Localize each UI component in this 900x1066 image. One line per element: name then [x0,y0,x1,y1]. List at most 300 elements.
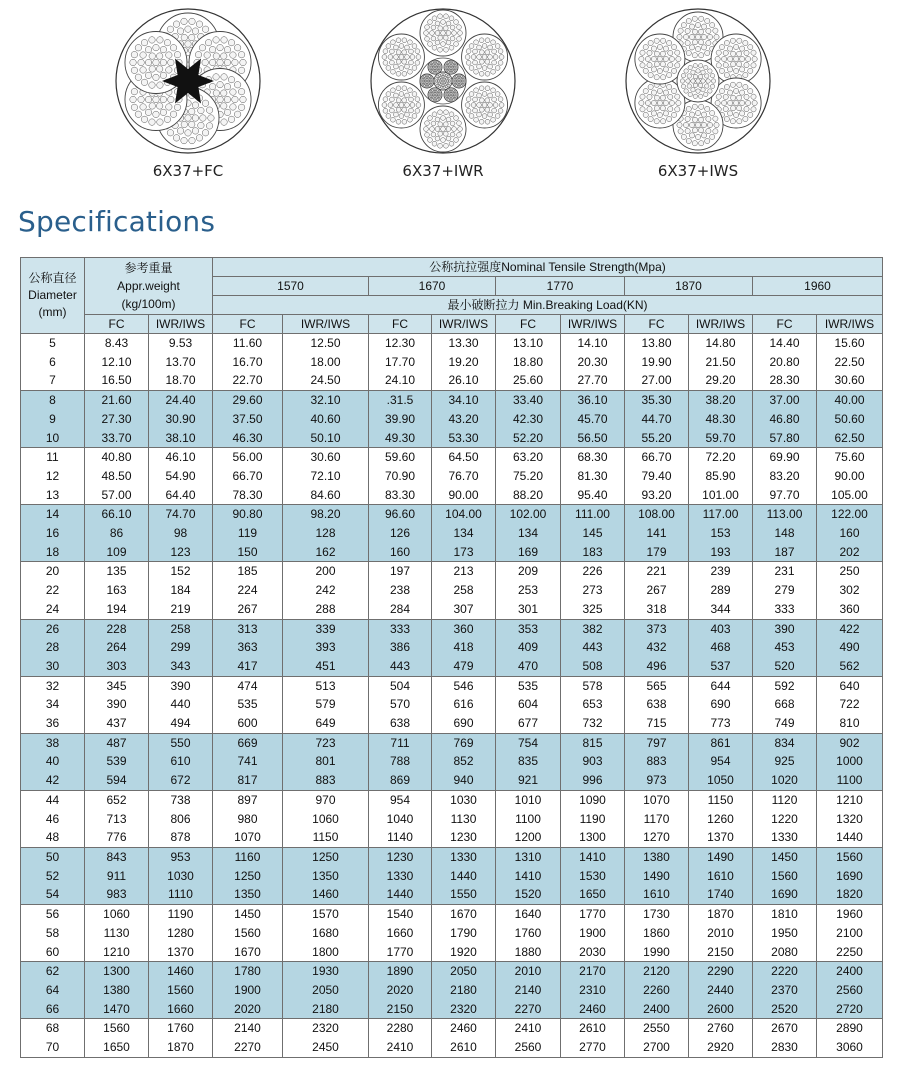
table-cell: 2890 [817,1019,883,1038]
table-cell: 2290 [689,962,753,981]
table-cell: 453 [753,638,817,657]
table-row [21,410,883,429]
table-cell: 1050 [689,771,753,790]
table-cell: 2250 [817,943,883,962]
table-cell: 393 [283,638,369,657]
table-cell: 1660 [149,1000,213,1019]
diameter-cell: 11 [21,448,85,467]
table-cell: 38.10 [149,429,213,448]
table-cell: 953 [149,847,213,866]
table-cell: 14.40 [753,334,817,353]
table-cell: 1530 [561,867,625,886]
table-cell: 2010 [689,924,753,943]
table-cell: 83.30 [369,486,432,505]
table-cell: 1440 [369,885,432,904]
table-cell: 496 [625,657,689,676]
table-cell: 12.50 [283,334,369,353]
table-cell: 1650 [85,1038,149,1057]
table-cell: 360 [817,600,883,619]
table-cell: 1670 [213,943,283,962]
table-cell: 288 [283,600,369,619]
table-cell: 713 [85,810,149,829]
table-cell: 318 [625,600,689,619]
table-cell: 1920 [432,943,496,962]
table-cell: 2270 [213,1038,283,1057]
table-cell: 2610 [561,1019,625,1038]
table-cell: 102.00 [496,505,561,524]
table-cell: 1040 [369,810,432,829]
table-cell: 66.70 [213,467,283,486]
table-cell: 2100 [817,924,883,943]
diameter-cell: 66 [21,1000,85,1019]
table-cell: 179 [625,543,689,562]
table-cell: 48.30 [689,410,753,429]
table-cell: 74.70 [149,505,213,524]
table-cell: 490 [817,638,883,657]
grade-header: 1770 [496,277,625,296]
table-cell: 313 [213,619,283,638]
table-cell: 600 [213,714,283,733]
table-cell: 43.20 [432,410,496,429]
table-row [21,943,883,962]
table-cell: 1380 [85,981,149,1000]
table-cell: 2410 [369,1038,432,1057]
table-cell: 1800 [283,943,369,962]
table-cell: 878 [149,828,213,847]
table-cell: 1210 [817,790,883,809]
table-cell: 1670 [432,905,496,924]
table-cell: 2760 [689,1019,753,1038]
table-cell: 2030 [561,943,625,962]
specifications-heading: Specifications [18,205,216,238]
table-cell: 1200 [496,828,561,847]
table-cell: 1450 [213,905,283,924]
table-row [21,905,883,924]
table-cell: 1100 [496,810,561,829]
table-cell: 1990 [625,943,689,962]
table-cell: 1130 [432,810,496,829]
table-cell: 81.30 [561,467,625,486]
table-cell: 98.20 [283,505,369,524]
table-cell: 57.00 [85,486,149,505]
table-cell: 479 [432,657,496,676]
diameter-cell: 38 [21,733,85,752]
table-cell: 253 [496,581,561,600]
table-cell: 437 [85,714,149,733]
table-cell: 193 [689,543,753,562]
table-cell: 27.30 [85,410,149,429]
table-cell: 2720 [817,1000,883,1019]
table-row [21,733,883,752]
table-cell: 54.90 [149,467,213,486]
diagram-iws [608,6,788,180]
table-cell: 1150 [283,828,369,847]
table-cell: 440 [149,695,213,714]
diameter-header: 公称直径 Diameter (mm) [21,258,85,334]
table-cell: 970 [283,790,369,809]
table-cell: 72.20 [689,448,753,467]
table-cell: 301 [496,600,561,619]
table-cell: 64.40 [149,486,213,505]
table-cell: 2320 [283,1019,369,1038]
table-cell: 96.60 [369,505,432,524]
table-row [21,924,883,943]
table-cell: 126 [369,524,432,543]
subheader-iwr-iws: IWR/IWS [689,315,753,334]
table-cell: 810 [817,714,883,733]
diameter-cell: 7 [21,371,85,390]
table-cell: 49.30 [369,429,432,448]
diameter-cell: 36 [21,714,85,733]
table-cell: 200 [283,562,369,581]
table-cell: 604 [496,695,561,714]
table-cell: 1900 [561,924,625,943]
table-cell: 1890 [369,962,432,981]
diameter-cell: 16 [21,524,85,543]
table-cell: 76.70 [432,467,496,486]
table-row [21,524,883,543]
table-row [21,486,883,505]
table-cell: 24.40 [149,391,213,410]
table-cell: 59.70 [689,429,753,448]
table-cell: 1370 [149,943,213,962]
table-cell: 1680 [283,924,369,943]
table-cell: 653 [561,695,625,714]
table-cell: 152 [149,562,213,581]
table-cell: 373 [625,619,689,638]
table-cell: 13.10 [496,334,561,353]
table-cell: 2150 [689,943,753,962]
table-cell: 14.80 [689,334,753,353]
diameter-cell: 28 [21,638,85,657]
table-cell: 57.80 [753,429,817,448]
table-cell: 339 [283,619,369,638]
table-cell: 27.00 [625,371,689,390]
table-cell: 242 [283,581,369,600]
table-row [21,638,883,657]
table-cell: 1560 [753,867,817,886]
diameter-cell: 30 [21,657,85,676]
table-cell: 30.60 [817,371,883,390]
table-row [21,695,883,714]
table-cell: 2550 [625,1019,689,1038]
diameter-cell: 50 [21,847,85,866]
table-cell: 33.70 [85,429,149,448]
table-cell: 1790 [432,924,496,943]
table-cell: 160 [817,524,883,543]
subheader-iwr-iws: IWR/IWS [283,315,369,334]
table-cell: 451 [283,657,369,676]
table-cell: 231 [753,562,817,581]
table-cell: 183 [561,543,625,562]
table-cell: 443 [561,638,625,657]
table-cell: 148 [753,524,817,543]
table-cell: 18.00 [283,353,369,372]
table-cell: 1880 [496,943,561,962]
table-cell: 88.20 [496,486,561,505]
diameter-cell: 56 [21,905,85,924]
table-cell: 307 [432,600,496,619]
table-cell: 194 [85,600,149,619]
table-cell: 562 [817,657,883,676]
table-cell: 32.10 [283,391,369,410]
table-cell: 52.20 [496,429,561,448]
table-cell: 97.70 [753,486,817,505]
table-cell: 197 [369,562,432,581]
table-cell: 508 [561,657,625,676]
table-cell: 108.00 [625,505,689,524]
table-cell: 21.60 [85,391,149,410]
diameter-cell: 34 [21,695,85,714]
table-cell: 343 [149,657,213,676]
table-cell: 1160 [213,847,283,866]
table-cell: 677 [496,714,561,733]
table-cell: 150 [213,543,283,562]
table-cell: 1860 [625,924,689,943]
subheader-iwr-iws: IWR/IWS [149,315,213,334]
subheader-fc: FC [213,315,283,334]
diameter-cell: 40 [21,752,85,771]
table-cell: 638 [369,714,432,733]
table-cell: 29.20 [689,371,753,390]
table-cell: 302 [817,581,883,600]
table-cell: 1010 [496,790,561,809]
table-cell: 55.20 [625,429,689,448]
table-cell: 36.10 [561,391,625,410]
table-row [21,429,883,448]
table-cell: 983 [85,885,149,904]
table-cell: 690 [689,695,753,714]
table-cell: 2460 [432,1019,496,1038]
table-cell: 2320 [432,1000,496,1019]
table-cell: 12.30 [369,334,432,353]
table-cell: 690 [432,714,496,733]
table-cell: 1900 [213,981,283,1000]
table-cell: 33.40 [496,391,561,410]
table-cell: 711 [369,733,432,752]
table-row [21,790,883,809]
table-cell: 801 [283,752,369,771]
table-cell: 69.90 [753,448,817,467]
table-cell: 2700 [625,1038,689,1057]
table-cell: 1030 [149,867,213,886]
table-cell: 468 [689,638,753,657]
table-cell: 258 [432,581,496,600]
table-cell: 37.00 [753,391,817,410]
diameter-cell: 70 [21,1038,85,1057]
table-cell: 30.60 [283,448,369,467]
table-cell: 42.30 [496,410,561,429]
table-cell: 303 [85,657,149,676]
table-cell: 722 [817,695,883,714]
table-cell: 2830 [753,1038,817,1057]
table-cell: 1230 [369,847,432,866]
table-cell: 883 [283,771,369,790]
table-cell: 1250 [213,867,283,886]
table-cell: 550 [149,733,213,752]
table-cell: 954 [689,752,753,771]
tensile-strength-header: 公称抗拉强度Nominal Tensile Strength(Mpa) [213,258,883,277]
table-cell: 48.50 [85,467,149,486]
table-cell: 238 [369,581,432,600]
table-cell: 1270 [625,828,689,847]
table-cell: 122.00 [817,505,883,524]
table-cell: 1770 [561,905,625,924]
table-cell: 2010 [496,962,561,981]
table-cell: 644 [689,676,753,695]
table-cell: 409 [496,638,561,657]
diameter-cell: 32 [21,676,85,695]
table-cell: 594 [85,771,149,790]
table-cell: 1070 [213,828,283,847]
table-cell: 1490 [689,847,753,866]
table-cell: 239 [689,562,753,581]
table-cell: 1130 [85,924,149,943]
subheader-fc: FC [753,315,817,334]
diameter-cell: 42 [21,771,85,790]
table-cell: 64.50 [432,448,496,467]
table-cell: 773 [689,714,753,733]
table-row [21,391,883,410]
table-cell: 40.00 [817,391,883,410]
subheader-iwr-iws: IWR/IWS [432,315,496,334]
table-cell: 219 [149,600,213,619]
table-cell: 141 [625,524,689,543]
table-cell: 565 [625,676,689,695]
table-cell: 284 [369,600,432,619]
table-cell: 2460 [561,1000,625,1019]
table-cell: 954 [369,790,432,809]
table-cell: 1650 [561,885,625,904]
table-cell: 669 [213,733,283,752]
table-cell: 788 [369,752,432,771]
table-cell: 267 [213,600,283,619]
table-cell: 1570 [283,905,369,924]
rope-iwr-cross-section [368,6,518,156]
table-cell: 13.80 [625,334,689,353]
table-cell: 2220 [753,962,817,981]
table-cell: 1150 [689,790,753,809]
table-cell: 1610 [625,885,689,904]
table-cell: 797 [625,733,689,752]
table-cell: 1460 [283,885,369,904]
grade-header: 1570 [213,277,369,296]
table-cell: 273 [561,581,625,600]
table-cell: 776 [85,828,149,847]
table-cell: 101.00 [689,486,753,505]
weight-header: 参考重量 Appr.weight (kg/100m) [85,258,213,315]
table-cell: 2180 [283,1000,369,1019]
table-cell: 2370 [753,981,817,1000]
table-cell: 418 [432,638,496,657]
table-cell: 46.10 [149,448,213,467]
subheader-iwr-iws: IWR/IWS [817,315,883,334]
table-cell: 1810 [753,905,817,924]
table-cell: 128 [283,524,369,543]
table-cell: 85.90 [689,467,753,486]
table-cell: 333 [369,619,432,638]
table-cell: 1090 [561,790,625,809]
table-cell: 173 [432,543,496,562]
table-cell: 1550 [432,885,496,904]
table-row [21,828,883,847]
table-cell: 2600 [689,1000,753,1019]
table-cell: 616 [432,695,496,714]
table-cell: 1730 [625,905,689,924]
table-cell: 105.00 [817,486,883,505]
table-row [21,1038,883,1057]
table-cell: 1960 [817,905,883,924]
table-cell: 2270 [496,1000,561,1019]
table-cell: 363 [213,638,283,657]
table-cell: 8.43 [85,334,149,353]
table-cell: 20.80 [753,353,817,372]
table-cell: 258 [149,619,213,638]
table-cell: 1640 [496,905,561,924]
table-cell: 834 [753,733,817,752]
table-cell: 443 [369,657,432,676]
table-row [21,581,883,600]
table-row [21,714,883,733]
table-cell: 1330 [753,828,817,847]
subheader-iwr-iws: IWR/IWS [561,315,625,334]
table-cell: 44.70 [625,410,689,429]
table-cell: 2180 [432,981,496,1000]
table-cell: 382 [561,619,625,638]
table-cell: 3060 [817,1038,883,1057]
table-cell: 1440 [817,828,883,847]
table-cell: 1320 [817,810,883,829]
table-cell: 911 [85,867,149,886]
table-cell: 202 [817,543,883,562]
diagram-iws-label: 6X37+IWS [657,162,739,180]
table-cell: 861 [689,733,753,752]
table-cell: 78.30 [213,486,283,505]
diameter-cell: 8 [21,391,85,410]
table-cell: 2450 [283,1038,369,1057]
diameter-cell: 48 [21,828,85,847]
table-cell: 1030 [432,790,496,809]
table-cell: 35.30 [625,391,689,410]
table-cell: 432 [625,638,689,657]
table-cell: 1410 [561,847,625,866]
table-cell: 344 [689,600,753,619]
table-cell: 62.50 [817,429,883,448]
table-cell: 37.50 [213,410,283,429]
table-cell: 537 [689,657,753,676]
table-cell: 417 [213,657,283,676]
table-cell: 160 [369,543,432,562]
table-cell: 2120 [625,962,689,981]
table-cell: 1470 [85,1000,149,1019]
table-cell: 264 [85,638,149,657]
table-row [21,981,883,1000]
table-cell: 1690 [753,885,817,904]
diameter-cell: 54 [21,885,85,904]
table-cell: 16.50 [85,371,149,390]
table-cell: 38.20 [689,391,753,410]
table-cell: 22.70 [213,371,283,390]
table-cell: 213 [432,562,496,581]
table-cell: 30.90 [149,410,213,429]
table-cell: 652 [85,790,149,809]
table-cell: 1020 [753,771,817,790]
table-cell: 9.53 [149,334,213,353]
table-cell: 546 [432,676,496,695]
table-cell: 1540 [369,905,432,924]
table-cell: 2050 [432,962,496,981]
table-cell: 1300 [561,828,625,847]
